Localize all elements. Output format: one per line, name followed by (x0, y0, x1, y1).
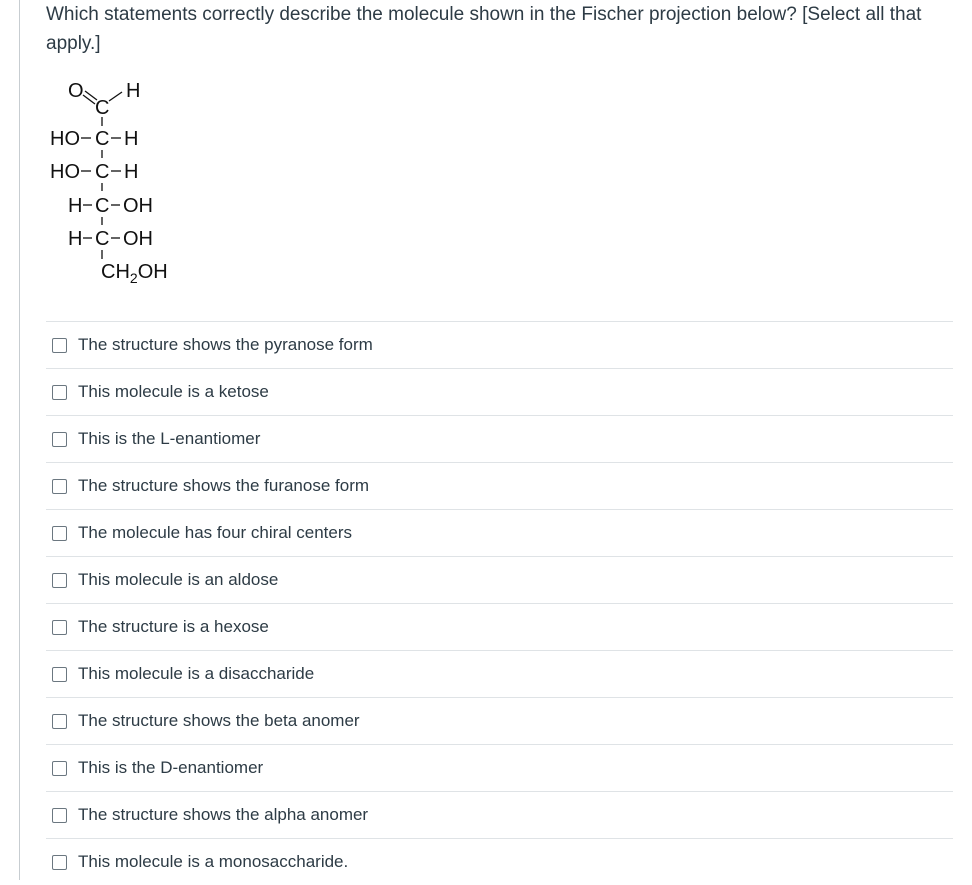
c6-ch2oh-group (101, 261, 168, 286)
checkbox[interactable] (52, 855, 67, 870)
answer-option[interactable] (46, 509, 953, 556)
answer-label: This is the D-enantiomer (78, 758, 264, 777)
answer-label: The structure shows the pyranose form (78, 335, 373, 354)
checkbox[interactable] (52, 808, 67, 823)
c6-ch: CH (101, 261, 130, 283)
answer-option[interactable] (46, 744, 953, 791)
c3-right-group: H (124, 161, 139, 183)
c2-carbon: C (95, 128, 110, 150)
c3-left-group: HO (50, 161, 80, 183)
c4-right-group: OH (123, 195, 153, 217)
answer-option[interactable] (46, 791, 953, 838)
c2-right-group: H (124, 128, 139, 150)
answer-option[interactable] (46, 415, 953, 462)
answer-list (46, 321, 953, 885)
question-prompt: Which statements correctly describe the molecule shown in the Fischer projection below? [Select all that apply.] (46, 4, 922, 54)
c2-left-group: HO (50, 128, 80, 150)
aldehyde-oxygen: O (68, 80, 84, 102)
checkbox[interactable] (52, 620, 67, 635)
checkbox[interactable] (52, 385, 67, 400)
c6-subscript: 2 (129, 270, 138, 286)
fischer-projection (40, 70, 200, 300)
c3-carbon: C (95, 161, 110, 183)
answer-label: The structure is a hexose (78, 617, 269, 636)
answer-label: The molecule has four chiral centers (78, 523, 353, 542)
aldehyde-h-bond (109, 92, 122, 101)
checkbox[interactable] (52, 338, 67, 353)
answer-label: The structure shows the furanose form (78, 476, 370, 495)
answer-label: This is the L-enantiomer (78, 429, 261, 448)
checkbox[interactable] (52, 714, 67, 729)
answer-label: This molecule is a monosaccharide. (78, 852, 349, 871)
answer-option[interactable] (46, 603, 953, 650)
answer-option[interactable] (46, 556, 953, 603)
answer-label: This molecule is a ketose (78, 382, 269, 401)
answer-label: The structure shows the alpha anomer (78, 805, 369, 824)
c4-left-group: H (68, 195, 83, 217)
checkbox[interactable] (52, 526, 67, 541)
aldehyde-hydrogen: H (126, 80, 141, 102)
answer-option[interactable] (46, 697, 953, 744)
c5-right-group: OH (123, 228, 153, 250)
answer-label: This molecule is an aldose (78, 570, 279, 589)
checkbox[interactable] (52, 479, 67, 494)
answer-option[interactable] (46, 462, 953, 509)
answer-option[interactable] (46, 838, 953, 885)
c5-carbon: C (95, 228, 110, 250)
c4-carbon: C (95, 195, 110, 217)
checkbox[interactable] (52, 761, 67, 776)
checkbox[interactable] (52, 667, 67, 682)
aldehyde-carbon: C (95, 97, 110, 119)
checkbox[interactable] (52, 573, 67, 588)
answer-option[interactable] (46, 368, 953, 415)
answer-label: The structure shows the beta anomer (78, 711, 360, 730)
c6-oh: OH (137, 261, 168, 283)
answer-option[interactable] (46, 650, 953, 697)
checkbox[interactable] (52, 432, 67, 447)
c5-left-group: H (68, 228, 83, 250)
content-left-border (19, 0, 20, 880)
answer-option[interactable] (46, 321, 953, 368)
answer-label: This molecule is a disaccharide (78, 664, 315, 683)
